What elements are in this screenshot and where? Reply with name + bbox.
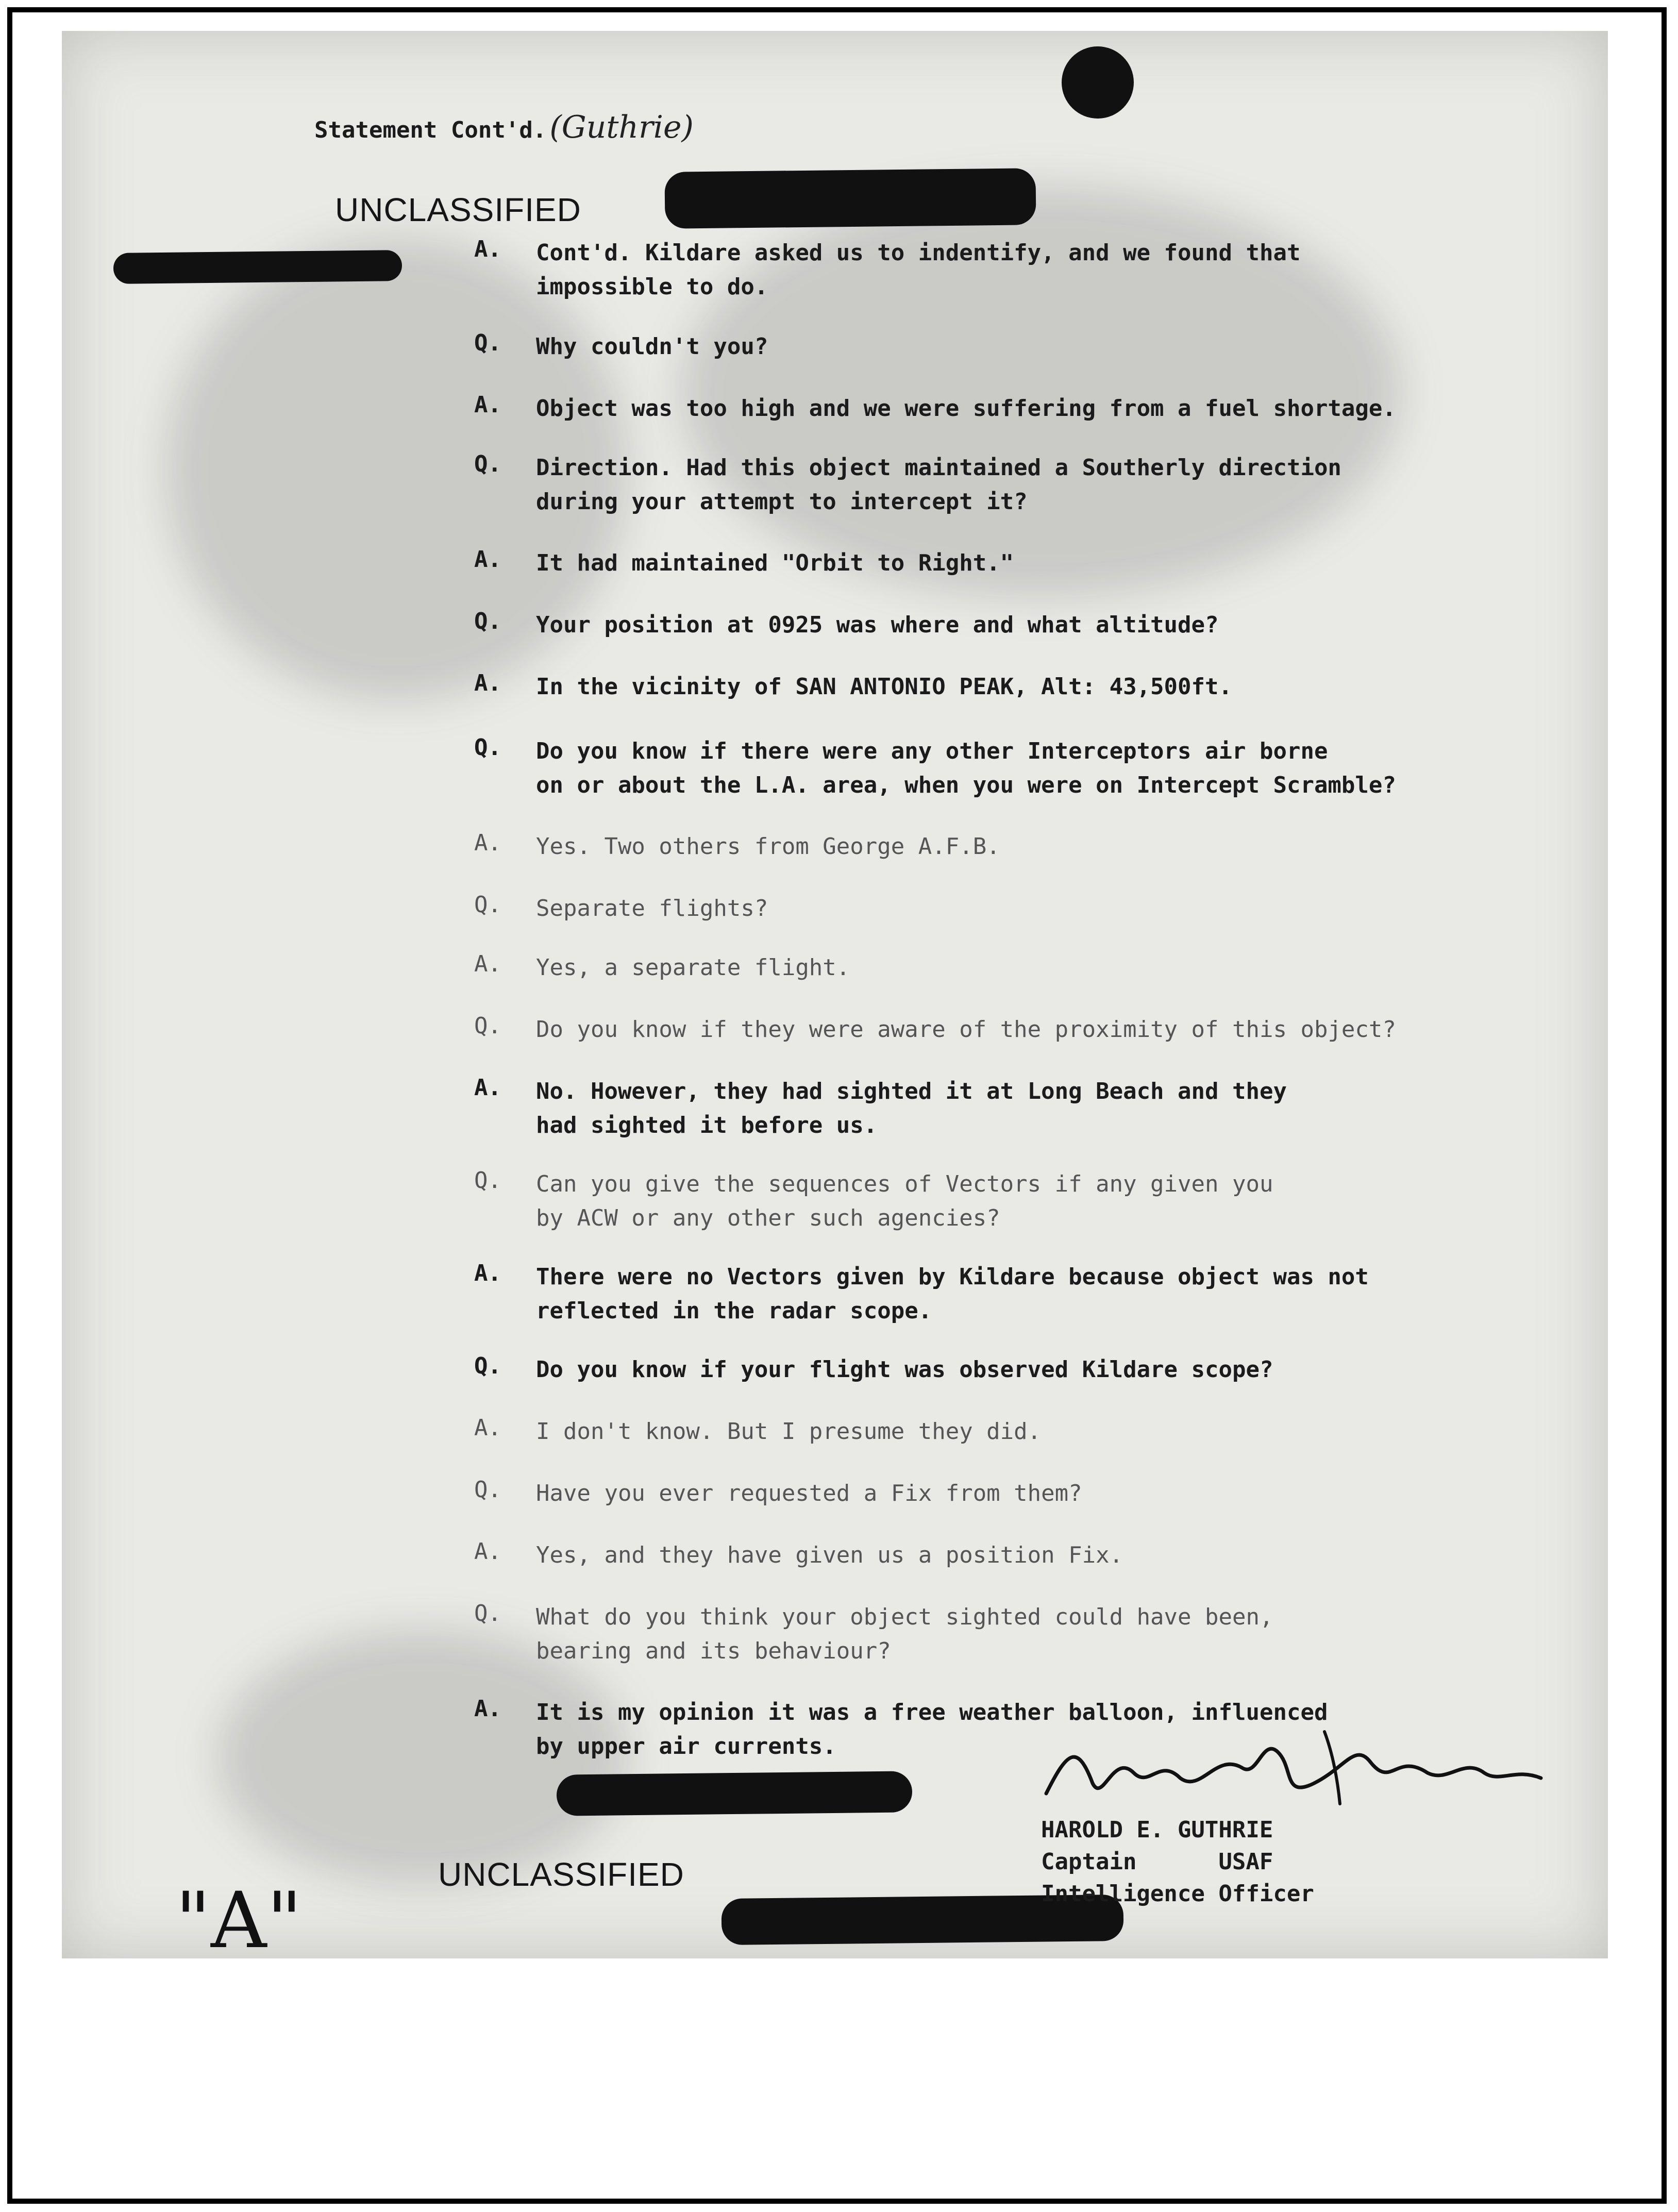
qa-text: Do you know if your flight was observed Kildare scope? [536,1356,1273,1383]
statement-heading [314,109,694,145]
qa-text: What do you think your object sighted could have been, bearing and its behaviour? [536,1604,1273,1664]
signer-rank: Captain USAF [1041,1849,1273,1875]
redaction-bar [664,168,1036,229]
qa-label: A. [474,1260,501,1286]
qa-text: Can you give the sequences of Vectors if any given you by ACW or any other such agencies? [536,1171,1273,1231]
qa-text: Direction. Had this object maintained a Southerly direction during your attempt to intercept it? [536,455,1341,515]
exhibit-mark: "A" [175,1876,303,1966]
qa-text: Why couldn't you? [536,333,768,360]
unclassified-stamp-top: UNCLASSIFIED [335,191,581,228]
qa-label: Q. [474,1013,501,1039]
signer-title: Intelligence Officer [1041,1881,1314,1907]
qa-label: A. [474,670,501,696]
qa-text: Yes, a separate flight. [536,954,850,981]
qa-label: A. [474,392,501,418]
qa-label: A. [474,1075,501,1101]
qa-label: Q. [474,1600,501,1627]
qa-label: A. [474,830,501,856]
qa-label: Q. [474,1477,501,1503]
qa-text: Yes. Two others from George A.F.B. [536,833,1000,860]
redaction-bar [113,250,402,284]
qa-text: Separate flights? [536,895,768,921]
redaction-bar [557,1771,913,1816]
qa-label: A. [474,1538,501,1565]
qa-text: Your position at 0925 was where and what altitude? [536,612,1219,638]
qa-text: Do you know if there were any other Interceptors air borne on or about the L.A. area, when you were on Intercept Scramble? [536,738,1396,798]
qa-label: Q. [474,330,501,356]
redaction-blot [1061,46,1134,119]
qa-label: A. [474,1415,501,1441]
qa-label: Q. [474,734,501,761]
qa-text: Object was too high and we were suffering from a fuel shortage. [536,395,1396,422]
qa-label: A. [474,546,501,573]
qa-text: It had maintained "Orbit to Right." [536,550,1014,576]
qa-label: Q. [474,608,501,634]
heading-handwritten: (Guthrie) [549,109,694,145]
qa-label: A. [474,1696,501,1722]
heading-text: Statement Cont'd. [314,117,547,143]
qa-text: No. However, they had sighted it at Long Beach and they had sighted it before us. [536,1078,1287,1138]
qa-text: Cont'd. Kildare asked us to indentify, and we found that impossible to do. [536,240,1301,300]
unclassified-stamp-bottom: UNCLASSIFIED [438,1856,684,1893]
qa-text: I don't know. But I presume they did. [536,1418,1042,1445]
qa-text: It is my opinion it was a free weather balloon, influenced by upper air currents. [536,1699,1328,1759]
qa-label: Q. [474,451,501,477]
qa-text: Have you ever requested a Fix from them? [536,1480,1082,1506]
qa-text: There were no Vectors given by Kildare because object was not reflected in the radar scope. [536,1264,1369,1324]
qa-text: Yes, and they have given us a position Fix. [536,1542,1123,1568]
signer-name: HAROLD E. GUTHRIE [1041,1817,1273,1843]
qa-label: A. [474,951,501,977]
qa-label: Q. [474,1167,501,1194]
qa-text: In the vicinity of SAN ANTONIO PEAK, Alt: 43,500ft. [536,674,1233,700]
signature-block [1041,1814,1402,1910]
qa-label: A. [474,236,501,262]
qa-label: Q. [474,1353,501,1379]
document-page [62,31,1608,1958]
qa-label: Q. [474,892,501,918]
handwritten-signature [1036,1721,1551,1814]
qa-text: Do you know if they were aware of the proximity of this object? [536,1016,1396,1043]
